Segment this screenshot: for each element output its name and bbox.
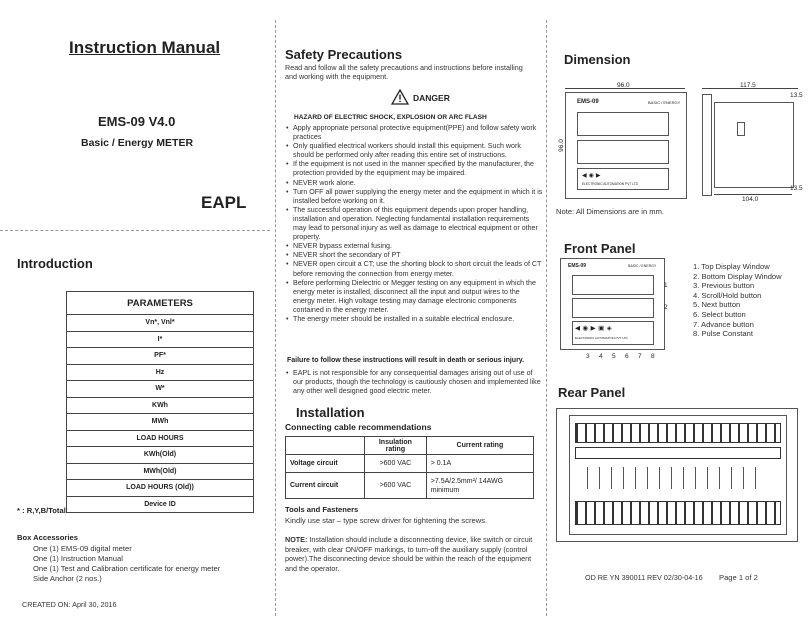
legend-item: 7. Advance button xyxy=(693,319,754,329)
safety-bullet: • The energy meter should be installed in a suitable electrical enclosure. xyxy=(285,315,543,324)
safety-bullet: • Turn OFF all power supplying the energy meter and the equipment in which it is installed before working on it. xyxy=(285,188,543,206)
callout-4: 4 xyxy=(599,353,603,360)
param-row: PF* xyxy=(67,348,254,365)
callout-8: 8 xyxy=(651,353,655,360)
dimension-note: Note: All Dimensions are in mm. xyxy=(556,207,665,216)
column-divider-1 xyxy=(275,20,276,616)
dimension-front-drawing xyxy=(555,82,695,202)
column-divider-2 xyxy=(546,20,547,616)
section-divider xyxy=(0,230,270,231)
dim-depth-label: 117.5 xyxy=(740,82,756,89)
callout-1: 1 xyxy=(664,282,668,289)
tools-heading: Tools and Fasteners xyxy=(285,505,359,514)
note-text: Installation should include a disconnecting device, like switch or circuit breaker, with clear ON/OFF markings, to turn-off the auxiliary supply (control power).The disconnecting device should be within the reach of the equipment and the operator. xyxy=(285,535,533,573)
accessory-item: One (1) Test and Calibration certificate for energy meter xyxy=(33,564,221,573)
front-maker-label: ELECTRONIC AUTOMATION PVT LTD xyxy=(575,336,628,340)
accessories-title: Box Accessories xyxy=(17,533,78,542)
safety-bullet: • Only qualified electrical workers should install this equipment. Such work should be performed only after reading this entire set of instructions. xyxy=(285,142,543,160)
legend-item: 4. Scroll/Hold button xyxy=(693,290,762,300)
dimension-side-drawing xyxy=(702,82,802,207)
safety-intro: Read and follow all the safety precautions and instructions before installing and working with the equipment. xyxy=(285,63,523,82)
front-panel-drawing xyxy=(560,258,668,363)
rear-panel-drawing xyxy=(556,408,798,542)
front-type-label: BASIC / ENERGY xyxy=(628,264,657,268)
manual-title: Instruction Manual xyxy=(69,38,221,57)
danger-label: DANGER xyxy=(413,93,450,103)
param-row: Hz xyxy=(67,364,254,381)
cable-header: Current rating xyxy=(426,437,533,455)
callout-3: 3 xyxy=(586,353,590,360)
param-row: Vn*, Vnl* xyxy=(67,315,254,332)
param-row: W* xyxy=(67,381,254,398)
dimension-heading: Dimension xyxy=(564,52,631,67)
cable-cell: >600 VAC xyxy=(365,473,427,499)
parameters-table xyxy=(66,291,254,513)
safety-bullet: • The successful operation of this equipment depends upon proper handling, installation and operation. Neglecting fundamental installation requirements may lead to personal injury as well as damage to electrical equipment or other property. xyxy=(285,206,543,242)
front-panel-heading: Front Panel xyxy=(564,241,636,256)
callout-5: 5 xyxy=(612,353,616,360)
safety-bullets xyxy=(285,124,543,324)
cable-cell: >7.5A/2.5mm²/ 14AWG minimum xyxy=(426,473,533,499)
param-row: Device ID xyxy=(67,496,254,513)
top-terminal-block xyxy=(575,423,781,443)
legend-item: 2. Bottom Display Window xyxy=(693,271,782,281)
safety-heading: Safety Precautions xyxy=(285,47,403,62)
dim-width-label: 96.0 xyxy=(617,82,630,89)
param-row: KWh(Old) xyxy=(67,447,254,464)
cable-cell: >600 VAC xyxy=(365,455,427,473)
legend-item: 3. Previous button xyxy=(693,281,755,291)
introduction-heading: Introduction xyxy=(17,256,93,271)
meter-bezel-side xyxy=(702,94,712,196)
button-icons: ◀◉▶ xyxy=(582,173,603,179)
meter-body-side xyxy=(714,102,794,188)
callout-6: 6 xyxy=(625,353,629,360)
legend-item: 1. Top Display Window xyxy=(693,262,770,271)
meter-model-label: EMS-09 xyxy=(577,99,599,105)
param-row: MWh(Old) xyxy=(67,463,254,480)
cable-table xyxy=(285,436,534,499)
param-row: KWh xyxy=(67,397,254,414)
accessories-list xyxy=(33,544,220,584)
installation-note xyxy=(285,535,543,573)
failure-note: Failure to follow these instructions will result in death or serious injury. xyxy=(287,357,525,364)
top-display-outline xyxy=(577,112,669,136)
accessory-item: Side Anchor (2 nos.) xyxy=(33,574,102,583)
accessory-item: One (1) Instruction Manual xyxy=(33,554,123,563)
note-label: NOTE: xyxy=(285,535,308,544)
hazard-title: HAZARD OF ELECTRIC SHOCK, EXPLOSION OR ARC FLASH xyxy=(294,114,487,121)
footer-reference: OD RE YN 390011 REV 02/30-04-16 xyxy=(585,573,703,582)
param-row: I* xyxy=(67,331,254,348)
safety-bullet: • Before performing Dielectric or Megger testing on any equipment in which the energy meter is installed, disconnect all the input and output wires to the energy meter. High voltage testing may damage electronic components contained in the energy meter. xyxy=(285,279,543,315)
front-button-icons: ◀◉▶▣◈ xyxy=(575,325,615,332)
dim-top-label: 13.5 xyxy=(790,92,803,99)
cable-header xyxy=(286,437,365,455)
parameters-header: PARAMETERS xyxy=(67,292,254,315)
circuit-diagram xyxy=(587,467,767,489)
param-row: MWh xyxy=(67,414,254,431)
callout-2: 2 xyxy=(664,304,668,311)
top-display-window xyxy=(572,275,654,295)
params-footnote: * : R,Y,B/Total xyxy=(17,506,66,515)
param-row: LOAD HOURS (Old)) xyxy=(67,480,254,497)
brand-name: EAPL xyxy=(201,193,247,212)
front-panel-legend xyxy=(693,262,782,339)
dim-bottom-label: 13.5 xyxy=(790,185,803,192)
dim-height-label: 96.0 xyxy=(557,139,565,152)
bottom-display-outline xyxy=(577,140,669,164)
safety-bullet: • NEVER work alone. xyxy=(285,179,543,188)
param-row: LOAD HOURS xyxy=(67,430,254,447)
warning-triangle-icon xyxy=(391,89,409,105)
safety-bullet: • NEVER bypass external fusing. xyxy=(285,242,543,251)
cable-cell: Current circuit xyxy=(286,473,365,499)
model-subtitle: Basic / Energy METER xyxy=(81,137,194,149)
legend-item: 8. Pulse Constant xyxy=(693,329,753,339)
meter-type-label: BASIC / ENERGY xyxy=(648,100,681,105)
disclaimer-list xyxy=(285,369,543,396)
safety-bullet: • NEVER short the secondary of PT xyxy=(285,251,543,260)
top-terminal-labels xyxy=(575,447,781,459)
dim-line xyxy=(714,194,792,195)
tools-text: Kindly use star – type screw driver for tightening the screws. xyxy=(285,516,488,525)
maker-label: ELECTRONIC AUTOMATION PVT LTD xyxy=(582,182,638,186)
installation-heading: Installation xyxy=(296,405,365,420)
rear-panel-heading: Rear Panel xyxy=(558,385,626,400)
legend-item: 5. Next button xyxy=(693,300,741,310)
cable-heading: Connecting cable recommendations xyxy=(285,422,432,432)
model-name: EMS-09 V4.0 xyxy=(98,114,176,129)
cable-cell: > 0.1A xyxy=(426,455,533,473)
cable-cell: Voltage circuit xyxy=(286,455,365,473)
dim-base-label: 104.0 xyxy=(742,196,759,203)
front-model-label: EMS-09 xyxy=(568,263,587,269)
bottom-display-window xyxy=(572,298,654,318)
side-anchor xyxy=(737,122,745,136)
created-date: CREATED ON: April 30, 2016 xyxy=(22,600,117,609)
safety-bullet: • Apply appropriate personal protective equipment(PPE) and follow safety work practices xyxy=(285,124,543,142)
cable-header: Insulation rating xyxy=(365,437,427,455)
legend-item: 6. Select button xyxy=(693,309,746,319)
bottom-terminal-block xyxy=(575,501,781,525)
accessory-item: One (1) EMS-09 digital meter xyxy=(33,544,132,553)
safety-bullet: • If the equipment is not used in the manner specified by the manufacturer, the protection provided by the equipment may be impaired. xyxy=(285,160,543,178)
page-number: Page 1 of 2 xyxy=(719,573,758,582)
callout-7: 7 xyxy=(638,353,642,360)
safety-bullet: • NEVER open circuit a CT; use the shorting block to short circuit the leads of CT before removing the connection from energy meter. xyxy=(285,260,543,278)
disclaimer-text: • EAPL is not responsible for any consequential damages arising out of use of our products, though the technology is cautiously chosen and implemented like any other well designed good electric meter. xyxy=(285,369,543,396)
